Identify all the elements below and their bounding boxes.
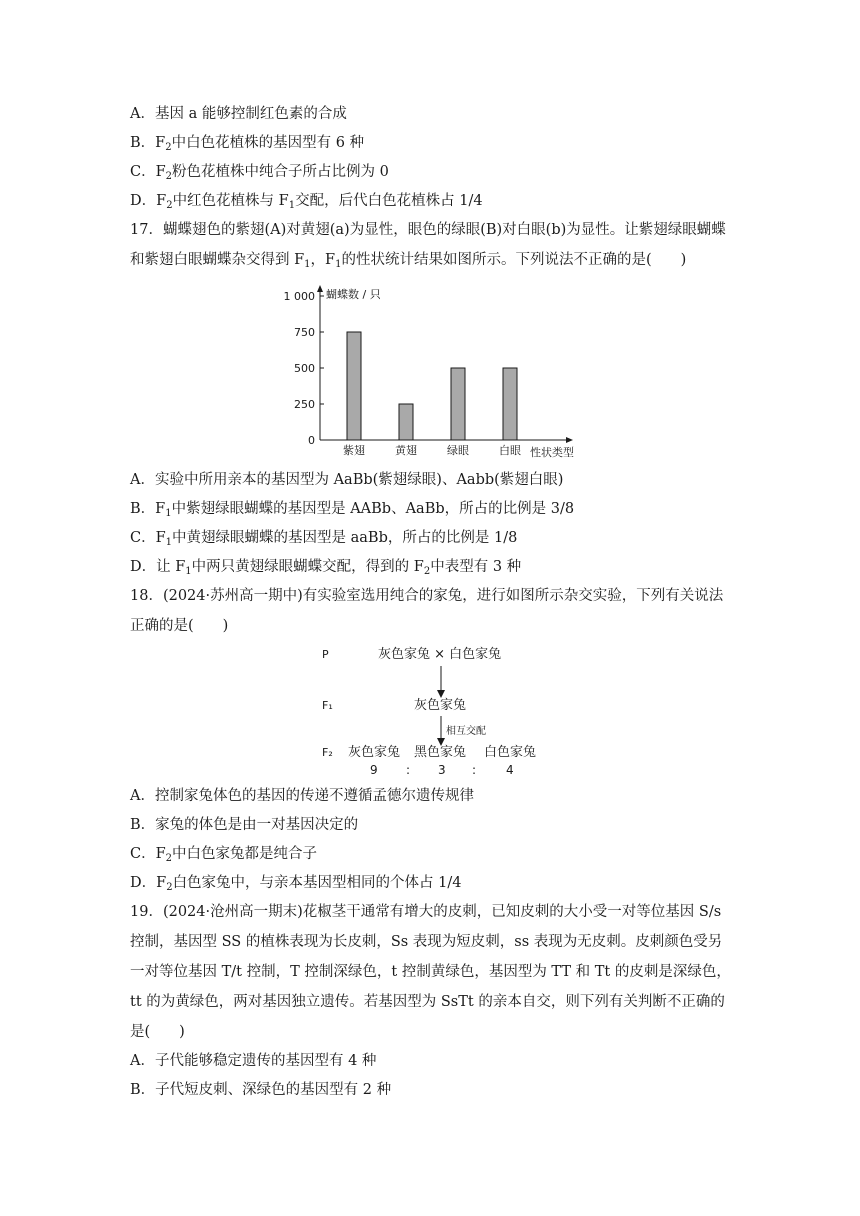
q18-option-a: A．控制家兔体色的基因的传递不遵循孟德尔遗传规律	[130, 788, 474, 804]
f1-generation-offspring: 灰色家兔	[414, 698, 467, 713]
y-tick-label: 0	[308, 434, 315, 447]
q18-stem-line1: 18．(2024·苏州高一期中)有实验室选用纯合的家兔，进行如图所示杂交实验，下列有关说法	[130, 588, 724, 604]
q17-stem-line2: 和紫翅白眼蝴蝶杂交得到 $F_1$，$F_1$的性状统计结果如图所示。下列说法不正确的是( )	[130, 252, 687, 270]
q18-option-c: C．$F_2$中白色家兔都是纯合子	[130, 846, 318, 864]
p-generation-label: P	[322, 648, 329, 661]
category-label: 白眼	[499, 444, 521, 457]
rabbit-cross-diagram	[310, 640, 570, 780]
f2-black-rabbit: 黑色家兔	[414, 745, 467, 760]
q18-option-b: B．家兔的体色是由一对基因决定的	[130, 817, 359, 833]
q19-option-a: A．子代能够稳定遗传的基因型有 4 种	[130, 1053, 377, 1069]
q18-stem-line2: 正确的是( )	[130, 618, 229, 634]
y-tick-label: 1 000	[283, 290, 315, 303]
x-axis-label: 性状类型	[530, 446, 574, 459]
q16-option-c: C．$F_2$粉色花植株中纯合子所占比例为 0	[130, 164, 389, 182]
q17-stem-line1: 17．蝴蝶翅色的紫翅(A)对黄翅(a)为显性，眼色的绿眼(B)对白眼(b)为显性。让紫翅绿眼蝴蝶	[130, 222, 726, 238]
y-axis-arrowhead	[317, 285, 323, 292]
x-axis-arrowhead	[566, 437, 573, 443]
bar	[347, 332, 361, 440]
ratio-sep-1: :	[406, 763, 411, 777]
f2-gray-rabbit: 灰色家兔	[348, 745, 401, 760]
q17-option-b: B．$F_1$中紫翅绿眼蝴蝶的基因型是 AABb、AaBb，所占的比例是 3/8	[130, 501, 575, 519]
q16-option-a: A．基因 a 能够控制红色素的合成	[130, 106, 347, 122]
q19-stem-line1: 19．(2024·沧州高一期末)花椒茎干通常有增大的皮刺，已知皮刺的大小受一对等位基因 S/s	[130, 904, 722, 920]
q19-stem-line5: 是( )	[130, 1024, 185, 1040]
q17-option-a: A．实验中所用亲本的基因型为 AaBb(紫翅绿眼)、Aabb(紫翅白眼)	[130, 472, 564, 488]
f2-white-rabbit: 白色家兔	[484, 745, 537, 760]
bar	[503, 368, 517, 440]
q19-stem-line4: tt 的为黄绿色，两对基因独立遗传。若基因型为 SsTt 的亲本自交，则下列有关判断不正确的	[130, 994, 725, 1010]
q17-option-c: C．$F_1$中黄翅绿眼蝴蝶的基因型是 aaBb，所占的比例是 1/8	[130, 530, 518, 548]
ratio-4: 4	[506, 763, 514, 777]
f2-generation-label: F₂	[322, 746, 333, 759]
ratio-3: 3	[438, 763, 446, 777]
p-to-f1-arrowhead	[437, 690, 445, 698]
q16-option-d: D．$F_2$中红色花植株与 $F_1$交配，后代白色花植株占 1/4	[130, 193, 483, 211]
y-tick-label: 750	[294, 326, 315, 339]
y-axis-label: 蝴蝶数 / 只	[326, 288, 381, 301]
bar	[399, 404, 413, 440]
p-generation-parents: 灰色家兔 × 白色家兔	[378, 647, 502, 662]
q19-option-b: B．子代短皮刺、深绿色的基因型有 2 种	[130, 1082, 392, 1098]
y-tick-label: 250	[294, 398, 315, 411]
q18-option-d: D．$F_2$白色家兔中，与亲本基因型相同的个体占 1/4	[130, 875, 462, 893]
ratio-9: 9	[370, 763, 378, 777]
category-label: 黄翅	[395, 444, 417, 457]
ratio-sep-2: :	[472, 763, 477, 777]
interbreed-label: 相互交配	[446, 726, 486, 737]
category-label: 绿眼	[447, 444, 469, 457]
bar	[451, 368, 465, 440]
q17-option-d: D．让 $F_1$中两只黄翅绿眼蝴蝶交配，得到的 $F_2$中表型有 3 种	[130, 559, 522, 577]
y-tick-label: 500	[294, 362, 315, 375]
q16-option-b: B．$F_2$中白色花植株的基因型有 6 种	[130, 135, 365, 153]
butterfly-trait-bar-chart	[268, 282, 588, 462]
f1-generation-label: F₁	[322, 699, 333, 712]
category-label: 紫翅	[343, 444, 365, 457]
q19-stem-line2: 控制，基因型 SS 的植株表现为长皮刺，Ss 表现为短皮刺，ss 表现为无皮刺。皮刺颜色受另	[130, 934, 723, 950]
q19-stem-line3: 一对等位基因 T/t 控制，T 控制深绿色，t 控制黄绿色，基因型为 TT 和 Tt 的皮刺是深绿色，	[130, 964, 731, 980]
